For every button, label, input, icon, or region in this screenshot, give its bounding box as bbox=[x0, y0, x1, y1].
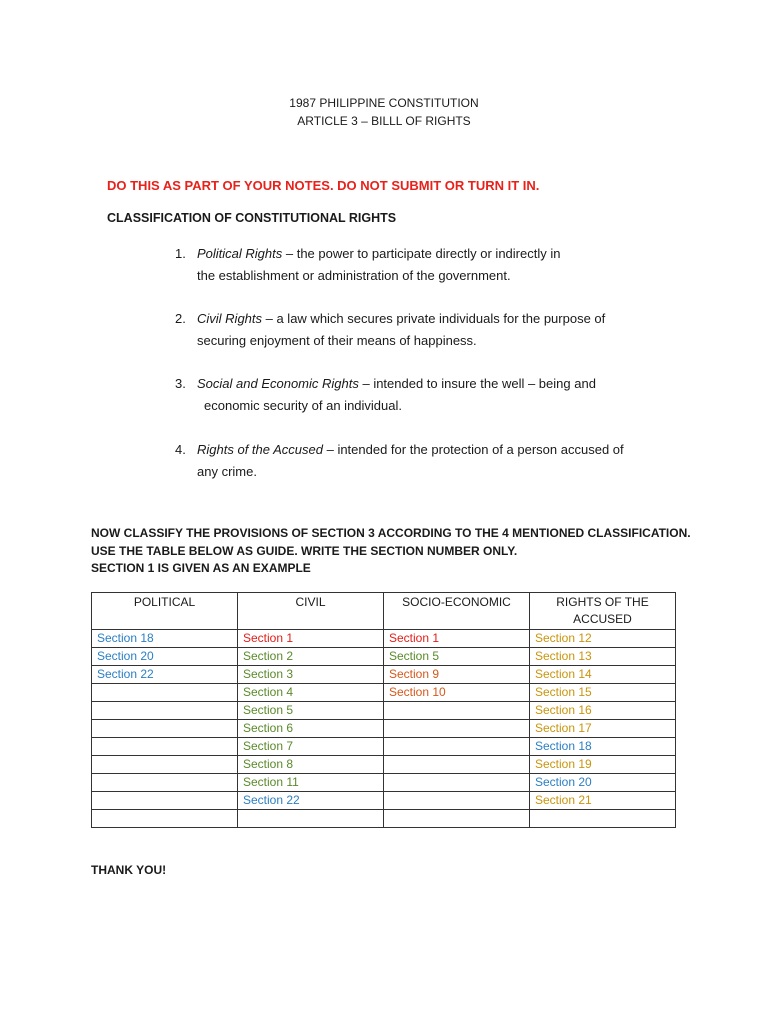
table-cell-rights-of-accused: Section 14 bbox=[530, 666, 676, 684]
table-cell-political bbox=[92, 774, 238, 792]
rights-definition: – intended for the protection of a person accused of bbox=[322, 442, 624, 457]
list-number: 1. bbox=[175, 246, 186, 261]
table-cell-socio-economic bbox=[384, 738, 530, 756]
table-row bbox=[92, 756, 676, 774]
table-cell-civil: Section 4 bbox=[238, 684, 384, 702]
table-cell-rights-of-accused: Section 19 bbox=[530, 756, 676, 774]
table-cell-rights-of-accused: Section 13 bbox=[530, 648, 676, 666]
table-cell-civil: Section 7 bbox=[238, 738, 384, 756]
list-number: 2. bbox=[175, 311, 186, 326]
rights-definition-continued: economic security of an individual. bbox=[204, 398, 402, 413]
rights-term: Social and Economic Rights bbox=[197, 376, 359, 391]
table-row bbox=[92, 666, 676, 684]
list-item bbox=[175, 308, 675, 352]
table-row bbox=[92, 630, 676, 648]
rights-definition-continued: any crime. bbox=[197, 464, 257, 479]
table-row bbox=[92, 648, 676, 666]
column-header-socio-economic: SOCIO-ECONOMIC bbox=[384, 593, 530, 630]
table-cell-civil: Section 5 bbox=[238, 702, 384, 720]
table-cell-political bbox=[92, 720, 238, 738]
notice-text: DO THIS AS PART OF YOUR NOTES. DO NOT SUBMIT OR TURN IT IN. bbox=[107, 178, 540, 193]
table-cell-socio-economic bbox=[384, 810, 530, 828]
list-item bbox=[175, 373, 675, 417]
rights-term: Political Rights bbox=[197, 246, 283, 261]
classification-heading: CLASSIFICATION OF CONSTITUTIONAL RIGHTS bbox=[107, 211, 397, 225]
table-cell-rights-of-accused: Section 21 bbox=[530, 792, 676, 810]
rights-definition: – the power to participate directly or indirectly in bbox=[282, 246, 561, 261]
table-cell-socio-economic: Section 5 bbox=[384, 648, 530, 666]
column-header-civil: CIVIL bbox=[238, 593, 384, 630]
table-row bbox=[92, 684, 676, 702]
table-cell-rights-of-accused bbox=[530, 810, 676, 828]
table-cell-civil: Section 8 bbox=[238, 756, 384, 774]
table-cell-political: Section 18 bbox=[92, 630, 238, 648]
list-item bbox=[175, 439, 675, 483]
table-cell-civil bbox=[238, 810, 384, 828]
table-cell-socio-economic bbox=[384, 720, 530, 738]
table-cell-rights-of-accused: Section 17 bbox=[530, 720, 676, 738]
rights-term: Rights of the Accused bbox=[197, 442, 323, 457]
instruction-line: SECTION 1 IS GIVEN AS AN EXAMPLE bbox=[91, 561, 311, 575]
table-cell-rights-of-accused: Section 15 bbox=[530, 684, 676, 702]
table-cell-socio-economic bbox=[384, 702, 530, 720]
rights-definition: – intended to insure the well – being and bbox=[358, 376, 596, 391]
table-cell-rights-of-accused: Section 12 bbox=[530, 630, 676, 648]
table-row bbox=[92, 738, 676, 756]
table-row bbox=[92, 774, 676, 792]
table-cell-political bbox=[92, 810, 238, 828]
table-body bbox=[92, 630, 676, 828]
table-cell-rights-of-accused: Section 18 bbox=[530, 738, 676, 756]
table-row bbox=[92, 792, 676, 810]
table-cell-socio-economic bbox=[384, 756, 530, 774]
column-header-rights-of-accused: RIGHTS OF THE ACCUSED bbox=[530, 593, 676, 630]
list-item bbox=[175, 243, 675, 287]
instruction-line: USE THE TABLE BELOW AS GUIDE. WRITE THE SECTION NUMBER ONLY. bbox=[91, 543, 518, 558]
table-cell-civil: Section 6 bbox=[238, 720, 384, 738]
closing-text: THANK YOU! bbox=[91, 863, 167, 877]
table-cell-socio-economic: Section 10 bbox=[384, 684, 530, 702]
table-cell-socio-economic: Section 1 bbox=[384, 630, 530, 648]
rights-definition-continued: securing enjoyment of their means of happiness. bbox=[197, 333, 477, 348]
table-cell-political bbox=[92, 756, 238, 774]
list-number: 4. bbox=[175, 442, 186, 457]
doc-title: 1987 PHILIPPINE CONSTITUTION bbox=[289, 96, 479, 110]
table-cell-civil: Section 2 bbox=[238, 648, 384, 666]
table-cell-political bbox=[92, 684, 238, 702]
table-cell-civil: Section 3 bbox=[238, 666, 384, 684]
table-cell-political bbox=[92, 792, 238, 810]
table-cell-civil: Section 22 bbox=[238, 792, 384, 810]
table-cell-socio-economic bbox=[384, 774, 530, 792]
table-cell-civil: Section 1 bbox=[238, 630, 384, 648]
table-cell-rights-of-accused: Section 16 bbox=[530, 702, 676, 720]
classification-table bbox=[91, 592, 676, 828]
rights-definition-continued: the establishment or administration of the government. bbox=[197, 268, 511, 283]
table-cell-rights-of-accused: Section 20 bbox=[530, 774, 676, 792]
table-cell-socio-economic: Section 9 bbox=[384, 666, 530, 684]
doc-subtitle: ARTICLE 3 – BILLL OF RIGHTS bbox=[297, 114, 471, 128]
table-cell-political bbox=[92, 738, 238, 756]
rights-term: Civil Rights bbox=[197, 311, 263, 326]
table-header-row bbox=[92, 593, 676, 630]
table-row bbox=[92, 720, 676, 738]
table-cell-political bbox=[92, 702, 238, 720]
table-cell-socio-economic bbox=[384, 792, 530, 810]
list-number: 3. bbox=[175, 376, 186, 391]
column-header-political: POLITICAL bbox=[92, 593, 238, 630]
instructions bbox=[91, 525, 691, 578]
table-cell-political: Section 22 bbox=[92, 666, 238, 684]
rights-definition: – a law which secures private individuals for the purpose of bbox=[262, 311, 606, 326]
table-row bbox=[92, 702, 676, 720]
table-row bbox=[92, 810, 676, 828]
instruction-line: NOW CLASSIFY THE PROVISIONS OF SECTION 3 ACCORDING TO THE 4 MENTIONED CLASSIFICATION. bbox=[91, 526, 691, 540]
table-cell-political: Section 20 bbox=[92, 648, 238, 666]
table-cell-civil: Section 11 bbox=[238, 774, 384, 792]
